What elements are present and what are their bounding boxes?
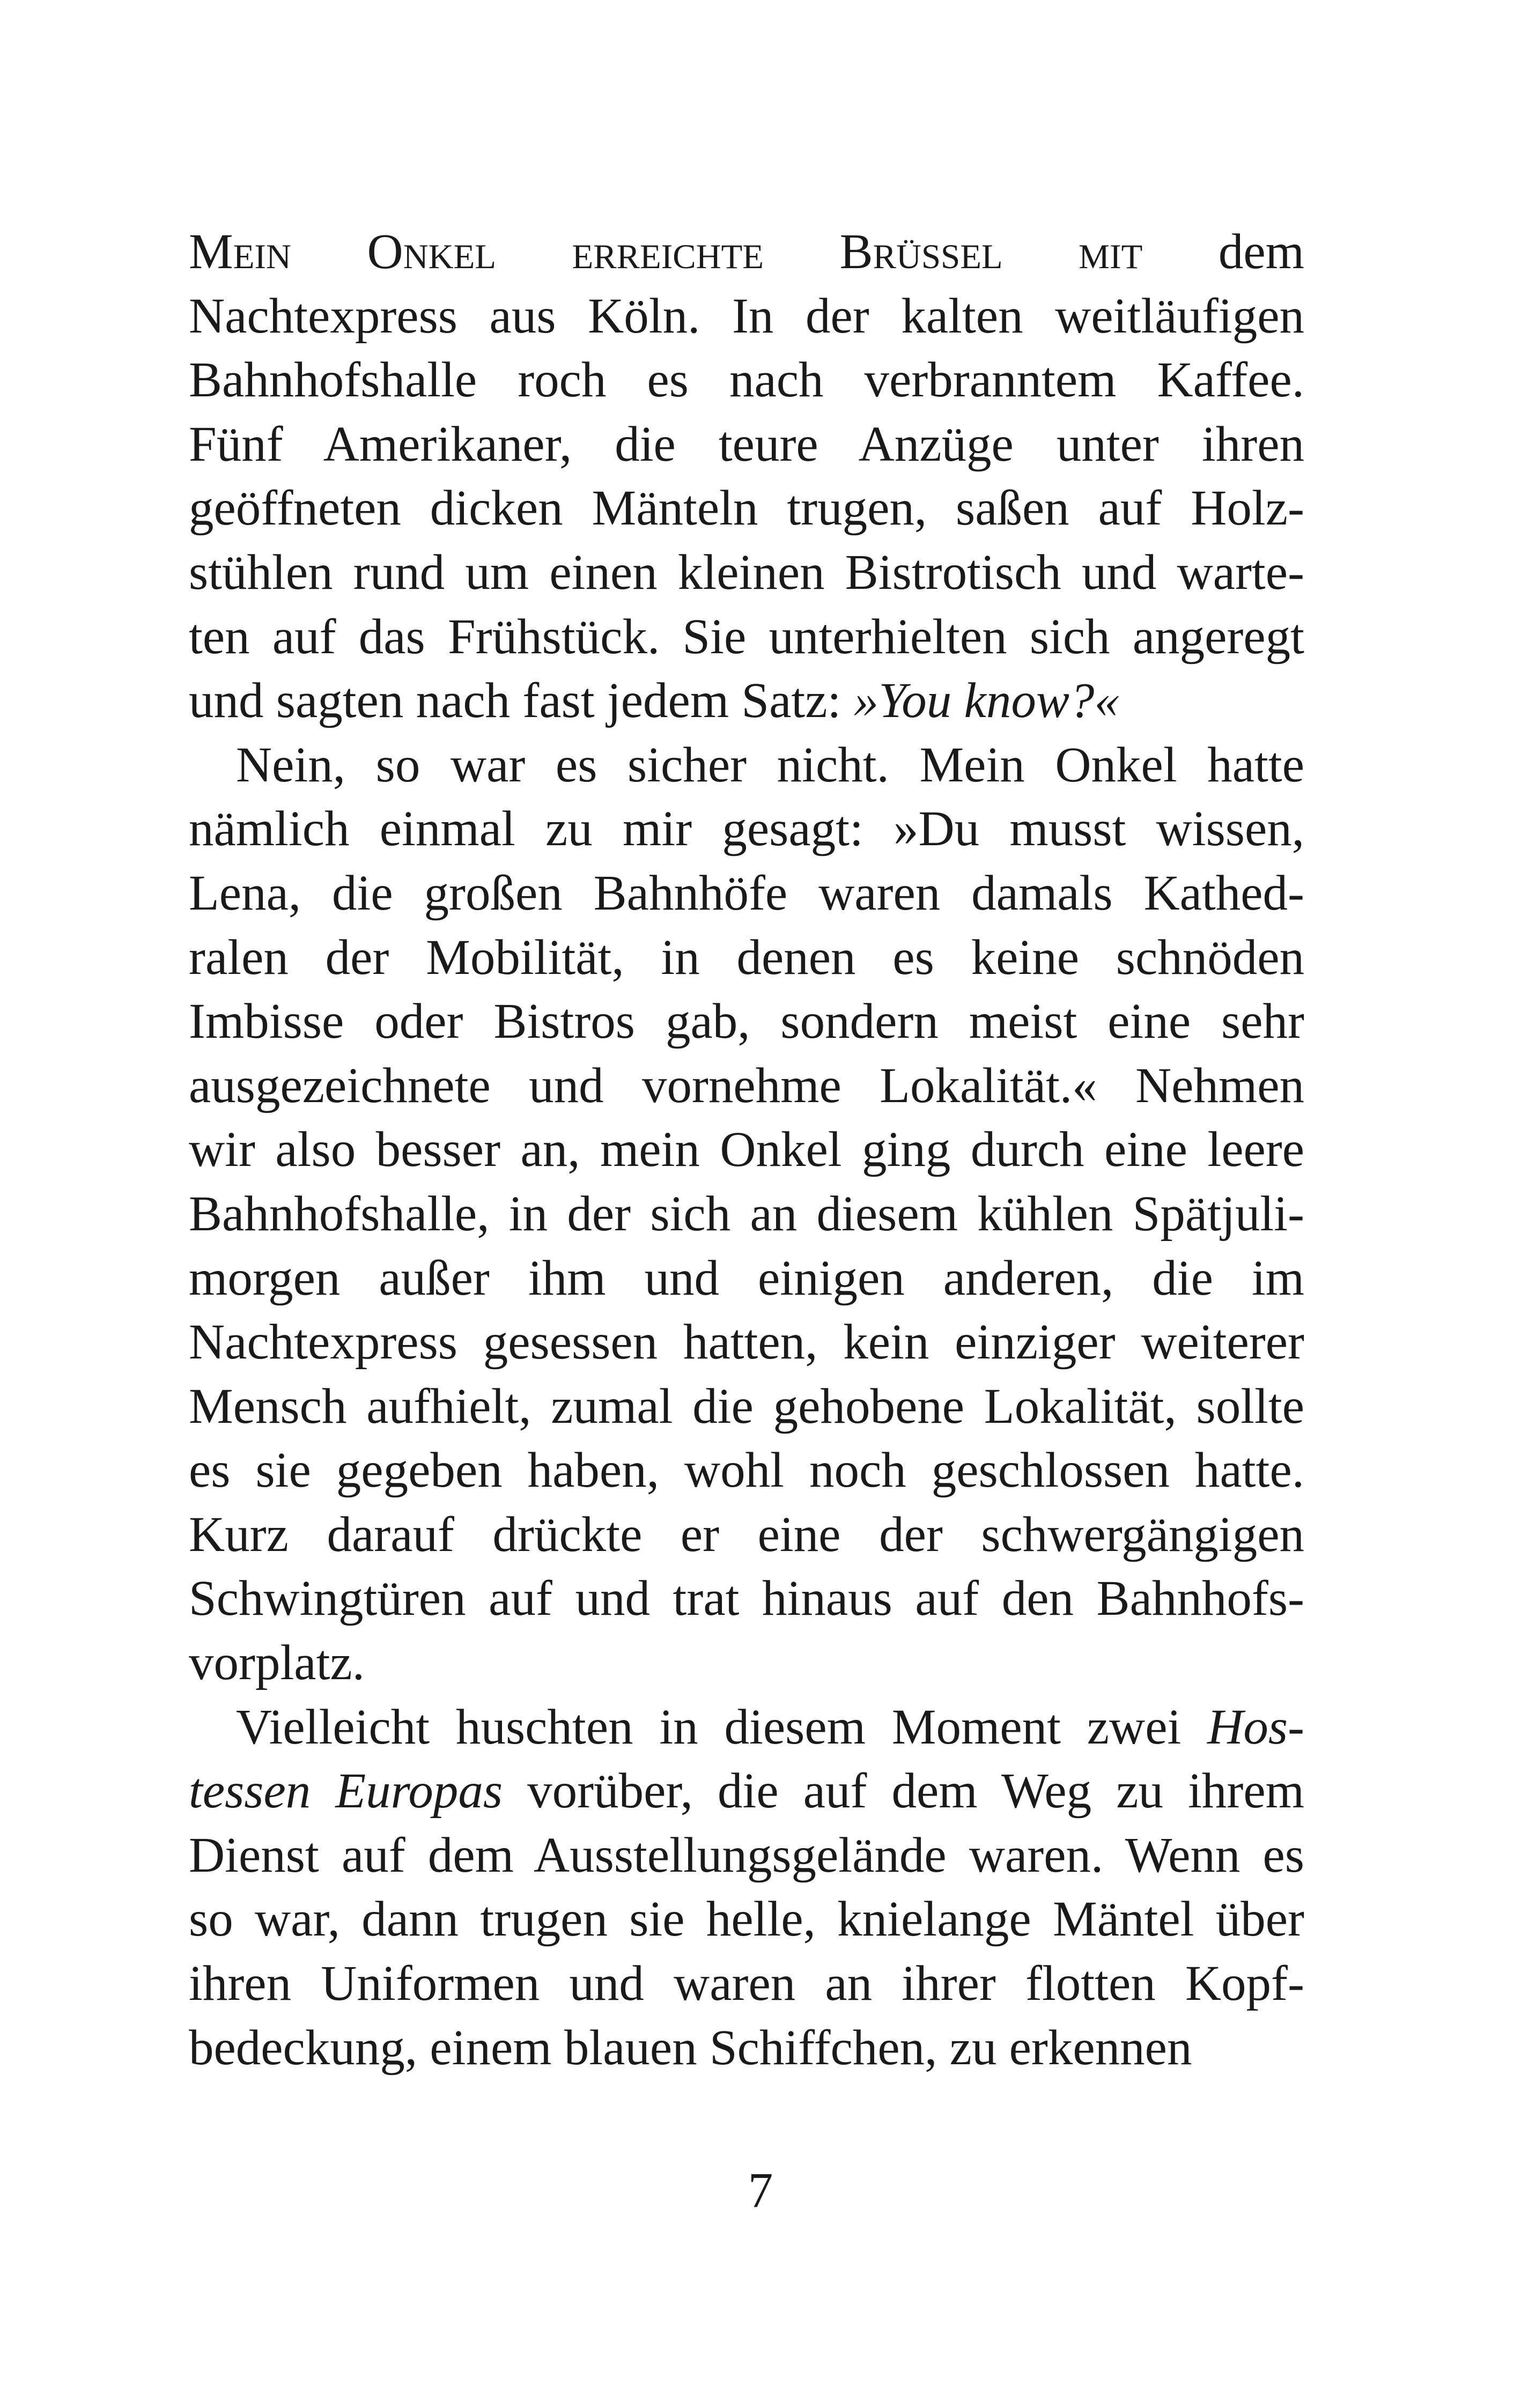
text-line (189, 1887, 1304, 1952)
text-segment: geöffneten dicken Mänteln trugen, saßen auf Holz- (189, 481, 1304, 536)
text-segment: vorüber, die auf dem Weg zu ihrem (503, 1763, 1304, 1819)
text-segment: und sagten nach fast jedem Satz: (189, 673, 854, 729)
text-segment: Bahnhofshalle, in der sich an diesem kühlen Spätjuli- (189, 1186, 1304, 1242)
text-line (189, 1631, 1304, 1695)
text-segment: Bahnhofshalle roch es nach verbranntem Kaffee. (189, 352, 1304, 408)
paragraph (189, 220, 1304, 733)
text-segment: ten auf das Frühstück. Sie unterhielten sich angeregt (189, 609, 1304, 664)
text-line (189, 1246, 1304, 1311)
page-number: 7 (748, 2163, 773, 2218)
text-segment: Kurz darauf drückte er eine der schwergängigen (189, 1506, 1304, 1562)
text-line (189, 1438, 1304, 1503)
text-segment: ausgezeichnete und vornehme Lokalität.« Nehmen (189, 1058, 1304, 1113)
text-segment: Nein, so war es sicher nicht. Mein Onkel hatte (236, 737, 1304, 793)
text-line (189, 926, 1304, 990)
text-line (189, 284, 1304, 349)
paragraph (189, 1695, 1304, 2080)
text-segment: dem (1142, 224, 1304, 279)
text-line (189, 1759, 1304, 1823)
text-line (189, 1054, 1304, 1118)
text-line (189, 1952, 1304, 2016)
text-segment: vorplatz. (189, 1635, 365, 1691)
text-line (189, 1567, 1304, 1631)
text-segment: Imbisse oder Bistros gab, sondern meist eine sehr (189, 994, 1304, 1050)
text-segment: Mensch aufhielt, zumal die gehobene Lokalität, sollte (189, 1378, 1304, 1434)
text-line (189, 1375, 1304, 1439)
text-line (189, 1695, 1304, 1760)
text-segment: ihren Uniformen und waren an ihrer flotten Kopf- (189, 1956, 1304, 2012)
text-segment: Vielleicht huschten in diesem Moment zwei (236, 1699, 1208, 1755)
text-line (189, 412, 1304, 477)
text-line (189, 476, 1304, 541)
smallcaps-text: Mein Onkel erreichte Brüssel mit (189, 224, 1143, 279)
text-line (189, 1310, 1304, 1375)
body-text (189, 220, 1304, 2080)
text-segment: Fünf Amerikaner, die teure Anzüge unter ihren (189, 416, 1304, 472)
text-segment: stühlen rund um einen kleinen Bistrotisch und warte- (189, 544, 1304, 600)
text-line (189, 220, 1304, 284)
italic-text: Hos- (1207, 1699, 1304, 1755)
paragraph (189, 733, 1304, 1695)
text-segment: Nachtexpress aus Köln. In der kalten weitläufigen (189, 288, 1304, 344)
text-line (189, 797, 1304, 861)
text-segment: Lena, die großen Bahnhöfe waren damals Kathed- (189, 865, 1304, 921)
text-line (189, 989, 1304, 1054)
text-segment: es sie gegeben haben, wohl noch geschlossen hatte. (189, 1443, 1304, 1498)
text-segment: ralen der Mobilität, in denen es keine schnöden (189, 929, 1304, 985)
text-line (189, 1823, 1304, 1888)
text-segment: morgen außer ihm und einigen anderen, die im (189, 1250, 1304, 1306)
text-line (189, 861, 1304, 926)
text-line (189, 348, 1304, 412)
text-segment: wir also besser an, mein Onkel ging durch eine leere (189, 1122, 1304, 1178)
text-segment: nämlich einmal zu mir gesagt: »Du musst wissen, (189, 801, 1304, 857)
text-segment: Nachtexpress gesessen hatten, kein einziger weiterer (189, 1314, 1304, 1370)
text-line (189, 541, 1304, 605)
text-line (189, 733, 1304, 797)
text-line (189, 1118, 1304, 1182)
text-line (189, 1182, 1304, 1246)
text-line (189, 2016, 1304, 2080)
text-line (189, 605, 1304, 669)
text-segment: bedeckung, einem blauen Schiffchen, zu erkennen (189, 2020, 1192, 2075)
text-segment: so war, dann trugen sie helle, knielange Mäntel über (189, 1892, 1304, 1947)
italic-text: tessen Europas (189, 1763, 503, 1819)
text-segment: Schwingtüren auf und trat hinaus auf den Bahnhofs- (189, 1571, 1304, 1627)
text-line (189, 669, 1304, 733)
text-segment: Dienst auf dem Ausstellungsgelände waren. Wenn es (189, 1827, 1304, 1883)
text-line (189, 1503, 1304, 1567)
italic-text: »You know?« (853, 673, 1119, 729)
